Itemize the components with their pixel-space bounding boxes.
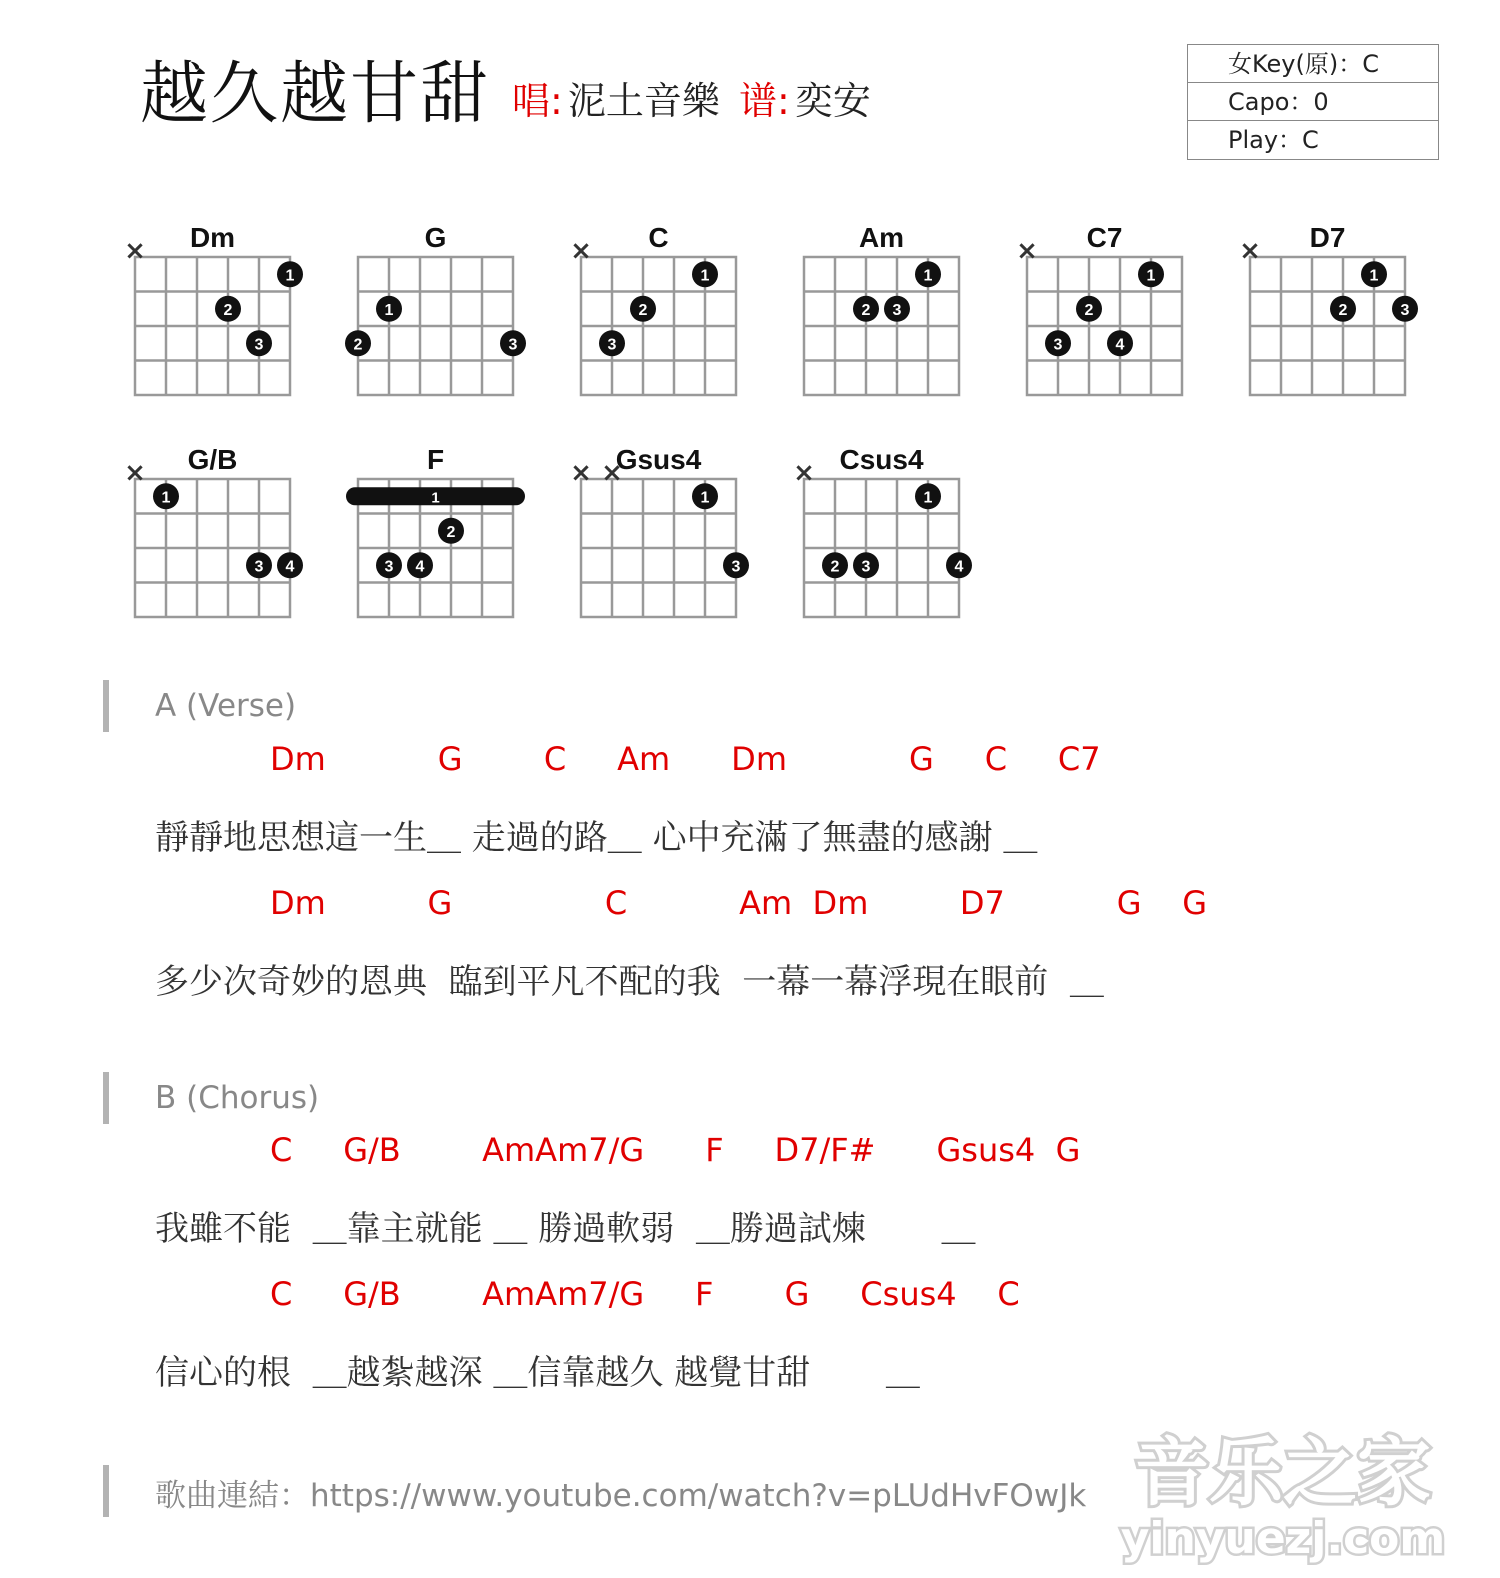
finger-number: 1: [923, 267, 933, 285]
finger-number: 3: [254, 558, 264, 576]
chorus-lyrics-1: 我雖不能 ＿靠主就能 ＿ 勝過軟弱 ＿勝過試煉 ＿: [155, 1209, 976, 1249]
verse-chords-2: Dm G C Am Dm D7 G G: [270, 884, 1208, 922]
chord-diagram-g-b: [124, 444, 303, 617]
watermark-en: yinyuezj.com: [1120, 1513, 1446, 1564]
chord-name: Gsus4: [615, 444, 702, 475]
finger-number: 4: [415, 558, 425, 576]
finger-number: 1: [384, 301, 394, 319]
chord-diagram-d7: [1239, 222, 1418, 395]
muted-string-mark: ×: [1016, 236, 1038, 266]
finger-number: 4: [954, 558, 964, 576]
watermark-logo: [1108, 1418, 1458, 1568]
finger-number: 2: [446, 523, 456, 541]
chorus-lyrics-2: 信心的根 ＿越紮越深 ＿信靠越久 越覺甘甜 ＿: [155, 1353, 920, 1393]
finger-number: 1: [1146, 267, 1156, 285]
finger-number: 4: [285, 558, 295, 576]
finger-number: 3: [508, 336, 518, 354]
finger-number: 2: [1338, 301, 1348, 319]
chord-name: G/B: [187, 444, 238, 475]
arranger-label: 谱:: [739, 79, 790, 123]
chord-name: Am: [858, 222, 905, 253]
song-credits: [512, 70, 871, 125]
finger-number: 3: [384, 558, 394, 576]
finger-number: 2: [353, 336, 363, 354]
key-info-key: 女Key(原)：C: [1188, 45, 1438, 83]
chord-diagram-c7: [1016, 222, 1182, 395]
chorus-section-bar: [103, 1072, 109, 1124]
finger-number: 4: [1115, 336, 1125, 354]
watermark-cn: 音乐之家: [1135, 1430, 1431, 1516]
finger-number: 3: [731, 558, 741, 576]
finger-number: 3: [1400, 301, 1410, 319]
finger-number: 2: [830, 558, 840, 576]
singer-label: 唱:: [512, 79, 563, 123]
chord-diagram-dm: [124, 222, 303, 395]
finger-number: 3: [1053, 336, 1063, 354]
song-link[interactable]: 歌曲連結：https://www.youtube.com/watch?v=pLUdHvFOwJk: [155, 1478, 1087, 1514]
chord-diagram-g: [345, 222, 526, 395]
finger-number: 1: [161, 489, 171, 507]
chorus-chords-2: C G/B AmAm7/G F G Csus4 C: [270, 1275, 1020, 1313]
chorus-section-label: B (Chorus): [155, 1080, 320, 1116]
verse-section-label: A (Verse): [155, 688, 297, 724]
finger-number: 2: [1084, 301, 1094, 319]
finger-number: 2: [638, 301, 648, 319]
muted-string-mark: ×: [601, 458, 623, 488]
finger-number: 3: [861, 558, 871, 576]
chord-diagram-c: [570, 222, 736, 395]
finger-number: 3: [607, 336, 617, 354]
verse-chords-1: Dm G C Am Dm G C C7: [270, 740, 1101, 778]
finger-number: 1: [700, 267, 710, 285]
chorus-chords-1: C G/B AmAm7/G F D7/F# Gsus4 G: [270, 1131, 1081, 1169]
link-section-bar: [103, 1465, 109, 1517]
chord-name: Dm: [189, 222, 236, 253]
barre-finger: 1: [431, 489, 440, 507]
chord-diagram-f: [346, 444, 525, 617]
chord-name: D7: [1309, 222, 1346, 253]
muted-string-mark: ×: [124, 458, 146, 488]
finger-number: 1: [700, 489, 710, 507]
key-info-box: [1187, 44, 1439, 160]
muted-string-mark: ×: [570, 458, 592, 488]
chord-diagram-csus4: [793, 444, 972, 617]
verse-lyrics-1: 靜靜地思想這一生＿ 走過的路＿ 心中充滿了無盡的感謝 ＿: [155, 818, 1038, 858]
key-info-play: Play：C: [1228, 126, 1319, 154]
muted-string-mark: ×: [570, 236, 592, 266]
finger-number: 2: [223, 301, 233, 319]
arranger-name: 奕安: [794, 79, 871, 123]
chord-diagrams: [0, 200, 1500, 640]
chord-name: F: [426, 444, 445, 475]
verse-lyrics-2: 多少次奇妙的恩典 臨到平凡不配的我 一幕一幕浮現在眼前 ＿: [155, 962, 1104, 1002]
muted-string-mark: ×: [124, 236, 146, 266]
key-info-capo: Capo：0: [1188, 83, 1438, 121]
chord-name: Csus4: [839, 444, 924, 475]
verse-section-bar: [103, 680, 109, 732]
muted-string-mark: ×: [793, 458, 815, 488]
singer-name: 泥土音樂: [567, 79, 720, 123]
chord-name: C: [648, 222, 669, 253]
chord-diagram-am: [804, 222, 959, 395]
chord-name: C7: [1086, 222, 1123, 253]
finger-number: 1: [923, 489, 933, 507]
finger-number: 3: [254, 336, 264, 354]
muted-string-mark: ×: [1239, 236, 1261, 266]
finger-number: 2: [861, 301, 871, 319]
finger-number: 3: [892, 301, 902, 319]
chord-name: G: [424, 222, 447, 253]
finger-number: 1: [285, 267, 295, 285]
chord-diagram-gsus4: [570, 444, 749, 617]
song-title: 越久越甘甜: [140, 55, 491, 134]
finger-number: 1: [1369, 267, 1379, 285]
